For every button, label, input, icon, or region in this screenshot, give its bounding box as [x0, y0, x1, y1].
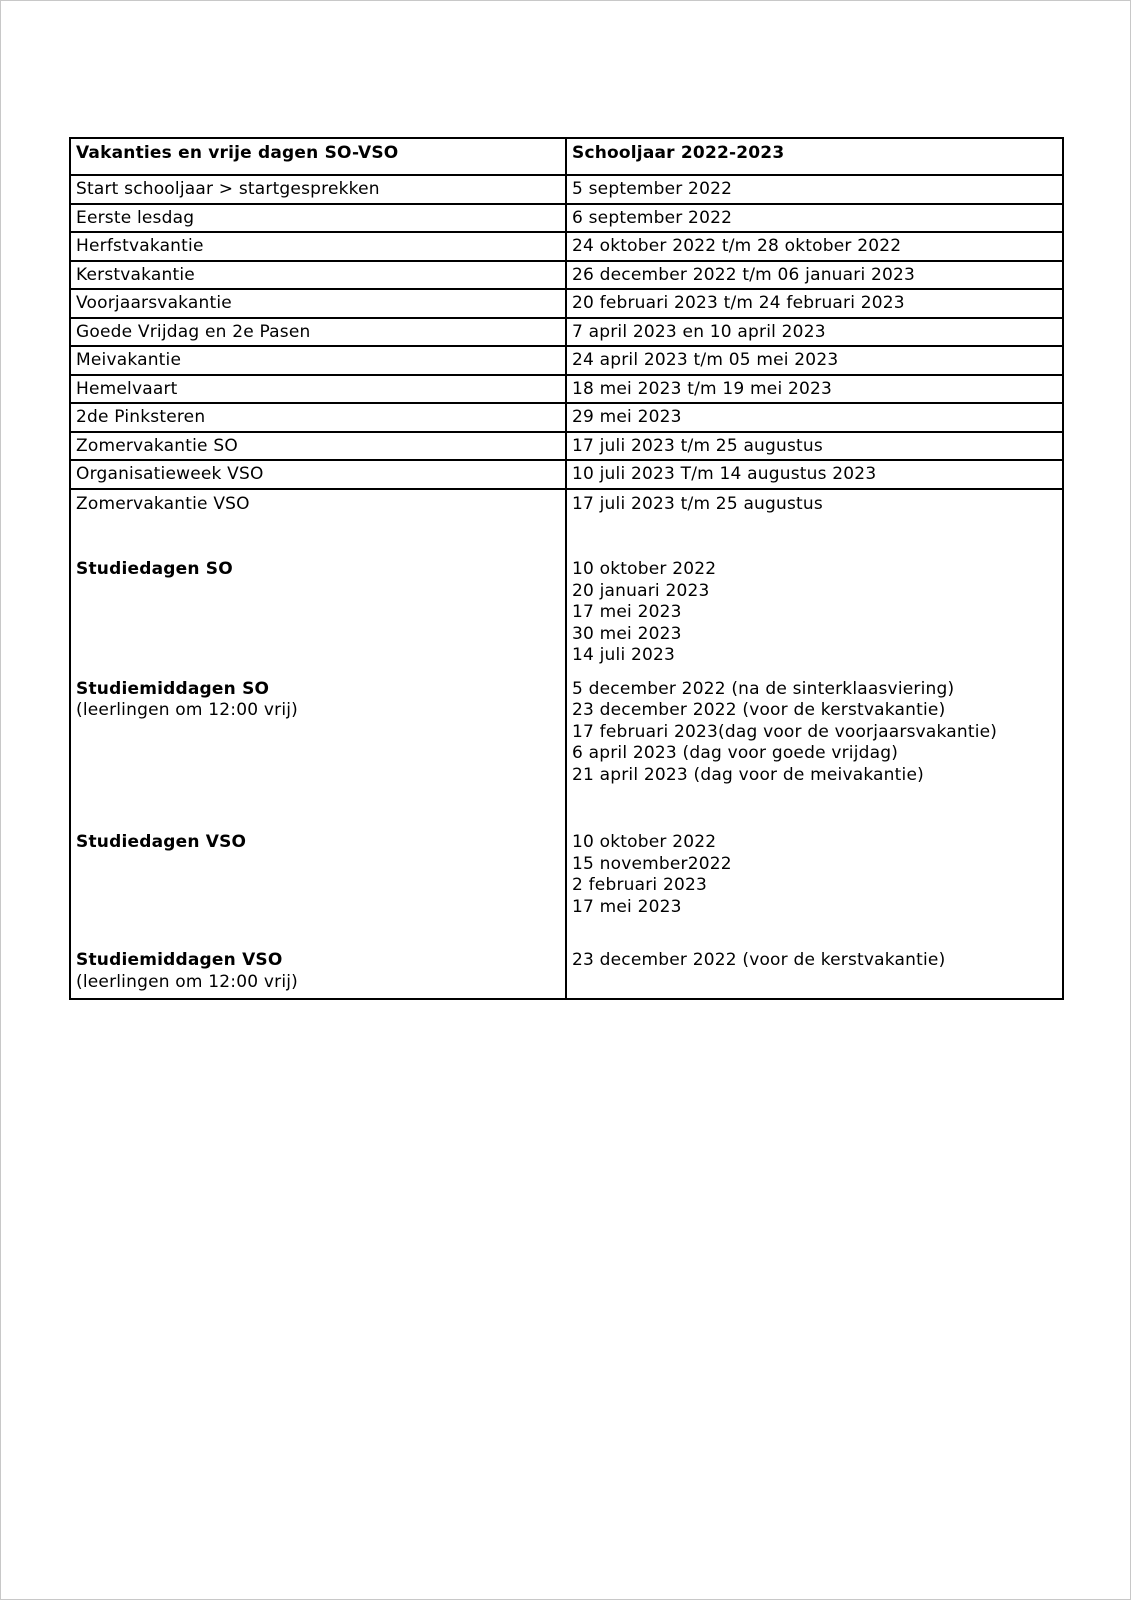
row-value: 5 september 2022	[566, 175, 1063, 204]
studiemiddagen-vso-date: 23 december 2022 (voor de kerstvakantie)	[572, 950, 946, 970]
studiedagen-so-date: 10 oktober 2022	[572, 559, 717, 579]
table-row	[70, 375, 1063, 404]
header-col2: Schooljaar 2022-2023	[566, 138, 1063, 175]
row-label: Hemelvaart	[70, 375, 566, 404]
studiemiddagen-so-label: Studiemiddagen SO	[76, 678, 270, 699]
row-label: 2de Pinksteren	[70, 403, 566, 432]
study-days-dates-cell	[566, 489, 1063, 999]
row-label: Kerstvakantie	[70, 261, 566, 290]
row-label: Herfstvakantie	[70, 232, 566, 261]
row-value: 10 juli 2023 T/m 14 augustus 2023	[566, 460, 1063, 489]
table-row	[70, 232, 1063, 261]
header-col1: Vakanties en vrije dagen SO-VSO	[70, 138, 566, 175]
row-label: Meivakantie	[70, 346, 566, 375]
studiedagen-vso-date: 2 februari 2023	[572, 875, 708, 895]
row-label: Start schooljaar > startgesprekken	[70, 175, 566, 204]
studiemiddagen-so-date: 6 april 2023 (dag voor goede vrijdag)	[572, 743, 899, 763]
studiedagen-so-date: 30 mei 2023	[572, 623, 682, 644]
studiedagen-so-date: 20 januari 2023	[572, 580, 710, 601]
table-row	[70, 175, 1063, 204]
table-row	[70, 346, 1063, 375]
studiemiddagen-so-date: 21 april 2023 (dag voor de meivakantie)	[572, 764, 924, 785]
table-row	[70, 261, 1063, 290]
row-label: Voorjaarsvakantie	[70, 289, 566, 318]
table-row	[70, 318, 1063, 347]
studiedagen-so-label: Studiedagen SO	[76, 559, 233, 579]
table-header-row	[70, 138, 1063, 175]
row-value: 20 februari 2023 t/m 24 februari 2023	[566, 289, 1063, 318]
row-value: 24 april 2023 t/m 05 mei 2023	[566, 346, 1063, 375]
table-row	[70, 432, 1063, 461]
table-row	[70, 289, 1063, 318]
row-value: 24 oktober 2022 t/m 28 oktober 2022	[566, 232, 1063, 261]
table-row	[70, 204, 1063, 233]
row-label: Eerste lesdag	[70, 204, 566, 233]
study-days-labels-cell	[70, 489, 566, 999]
studiedagen-vso-date: 15 november2022	[572, 853, 732, 874]
studiemiddagen-so-date: 5 december 2022 (na de sinterklaasviering)	[572, 678, 955, 699]
table-row	[70, 403, 1063, 432]
row-label: Organisatieweek VSO	[70, 460, 566, 489]
studiemiddagen-vso-label: Studiemiddagen VSO	[76, 950, 283, 970]
studiedagen-so-date: 17 mei 2023	[572, 602, 682, 622]
row-value: 29 mei 2023	[566, 403, 1063, 432]
studiedagen-vso-date: 10 oktober 2022	[572, 832, 717, 852]
studiemiddagen-so-note: (leerlingen om 12:00 vrij)	[76, 700, 298, 720]
row-value: 17 juli 2023 t/m 25 augustus	[566, 432, 1063, 461]
table-row-study-days	[70, 489, 1063, 999]
studiemiddagen-vso-note: (leerlingen om 12:00 vrij)	[76, 971, 298, 992]
studiemiddagen-so-date: 17 februari 2023(dag voor de voorjaarsvakantie)	[572, 721, 998, 742]
table-row	[70, 460, 1063, 489]
zomervakantie-vso-value: 17 juli 2023 t/m 25 augustus	[572, 493, 823, 514]
row-value: 18 mei 2023 t/m 19 mei 2023	[566, 375, 1063, 404]
studiedagen-so-date: 14 juli 2023	[572, 645, 676, 665]
vacation-schedule-table	[69, 137, 1064, 1000]
studiemiddagen-so-date: 23 december 2022 (voor de kerstvakantie)	[572, 700, 946, 720]
row-value: 6 september 2022	[566, 204, 1063, 233]
zomervakantie-vso-label: Zomervakantie VSO	[76, 493, 250, 514]
row-label: Goede Vrijdag en 2e Pasen	[70, 318, 566, 347]
row-value: 26 december 2022 t/m 06 januari 2023	[566, 261, 1063, 290]
row-label: Zomervakantie SO	[70, 432, 566, 461]
studiedagen-vso-date: 17 mei 2023	[572, 896, 682, 917]
row-value: 7 april 2023 en 10 april 2023	[566, 318, 1063, 347]
studiedagen-vso-label: Studiedagen VSO	[76, 831, 247, 852]
